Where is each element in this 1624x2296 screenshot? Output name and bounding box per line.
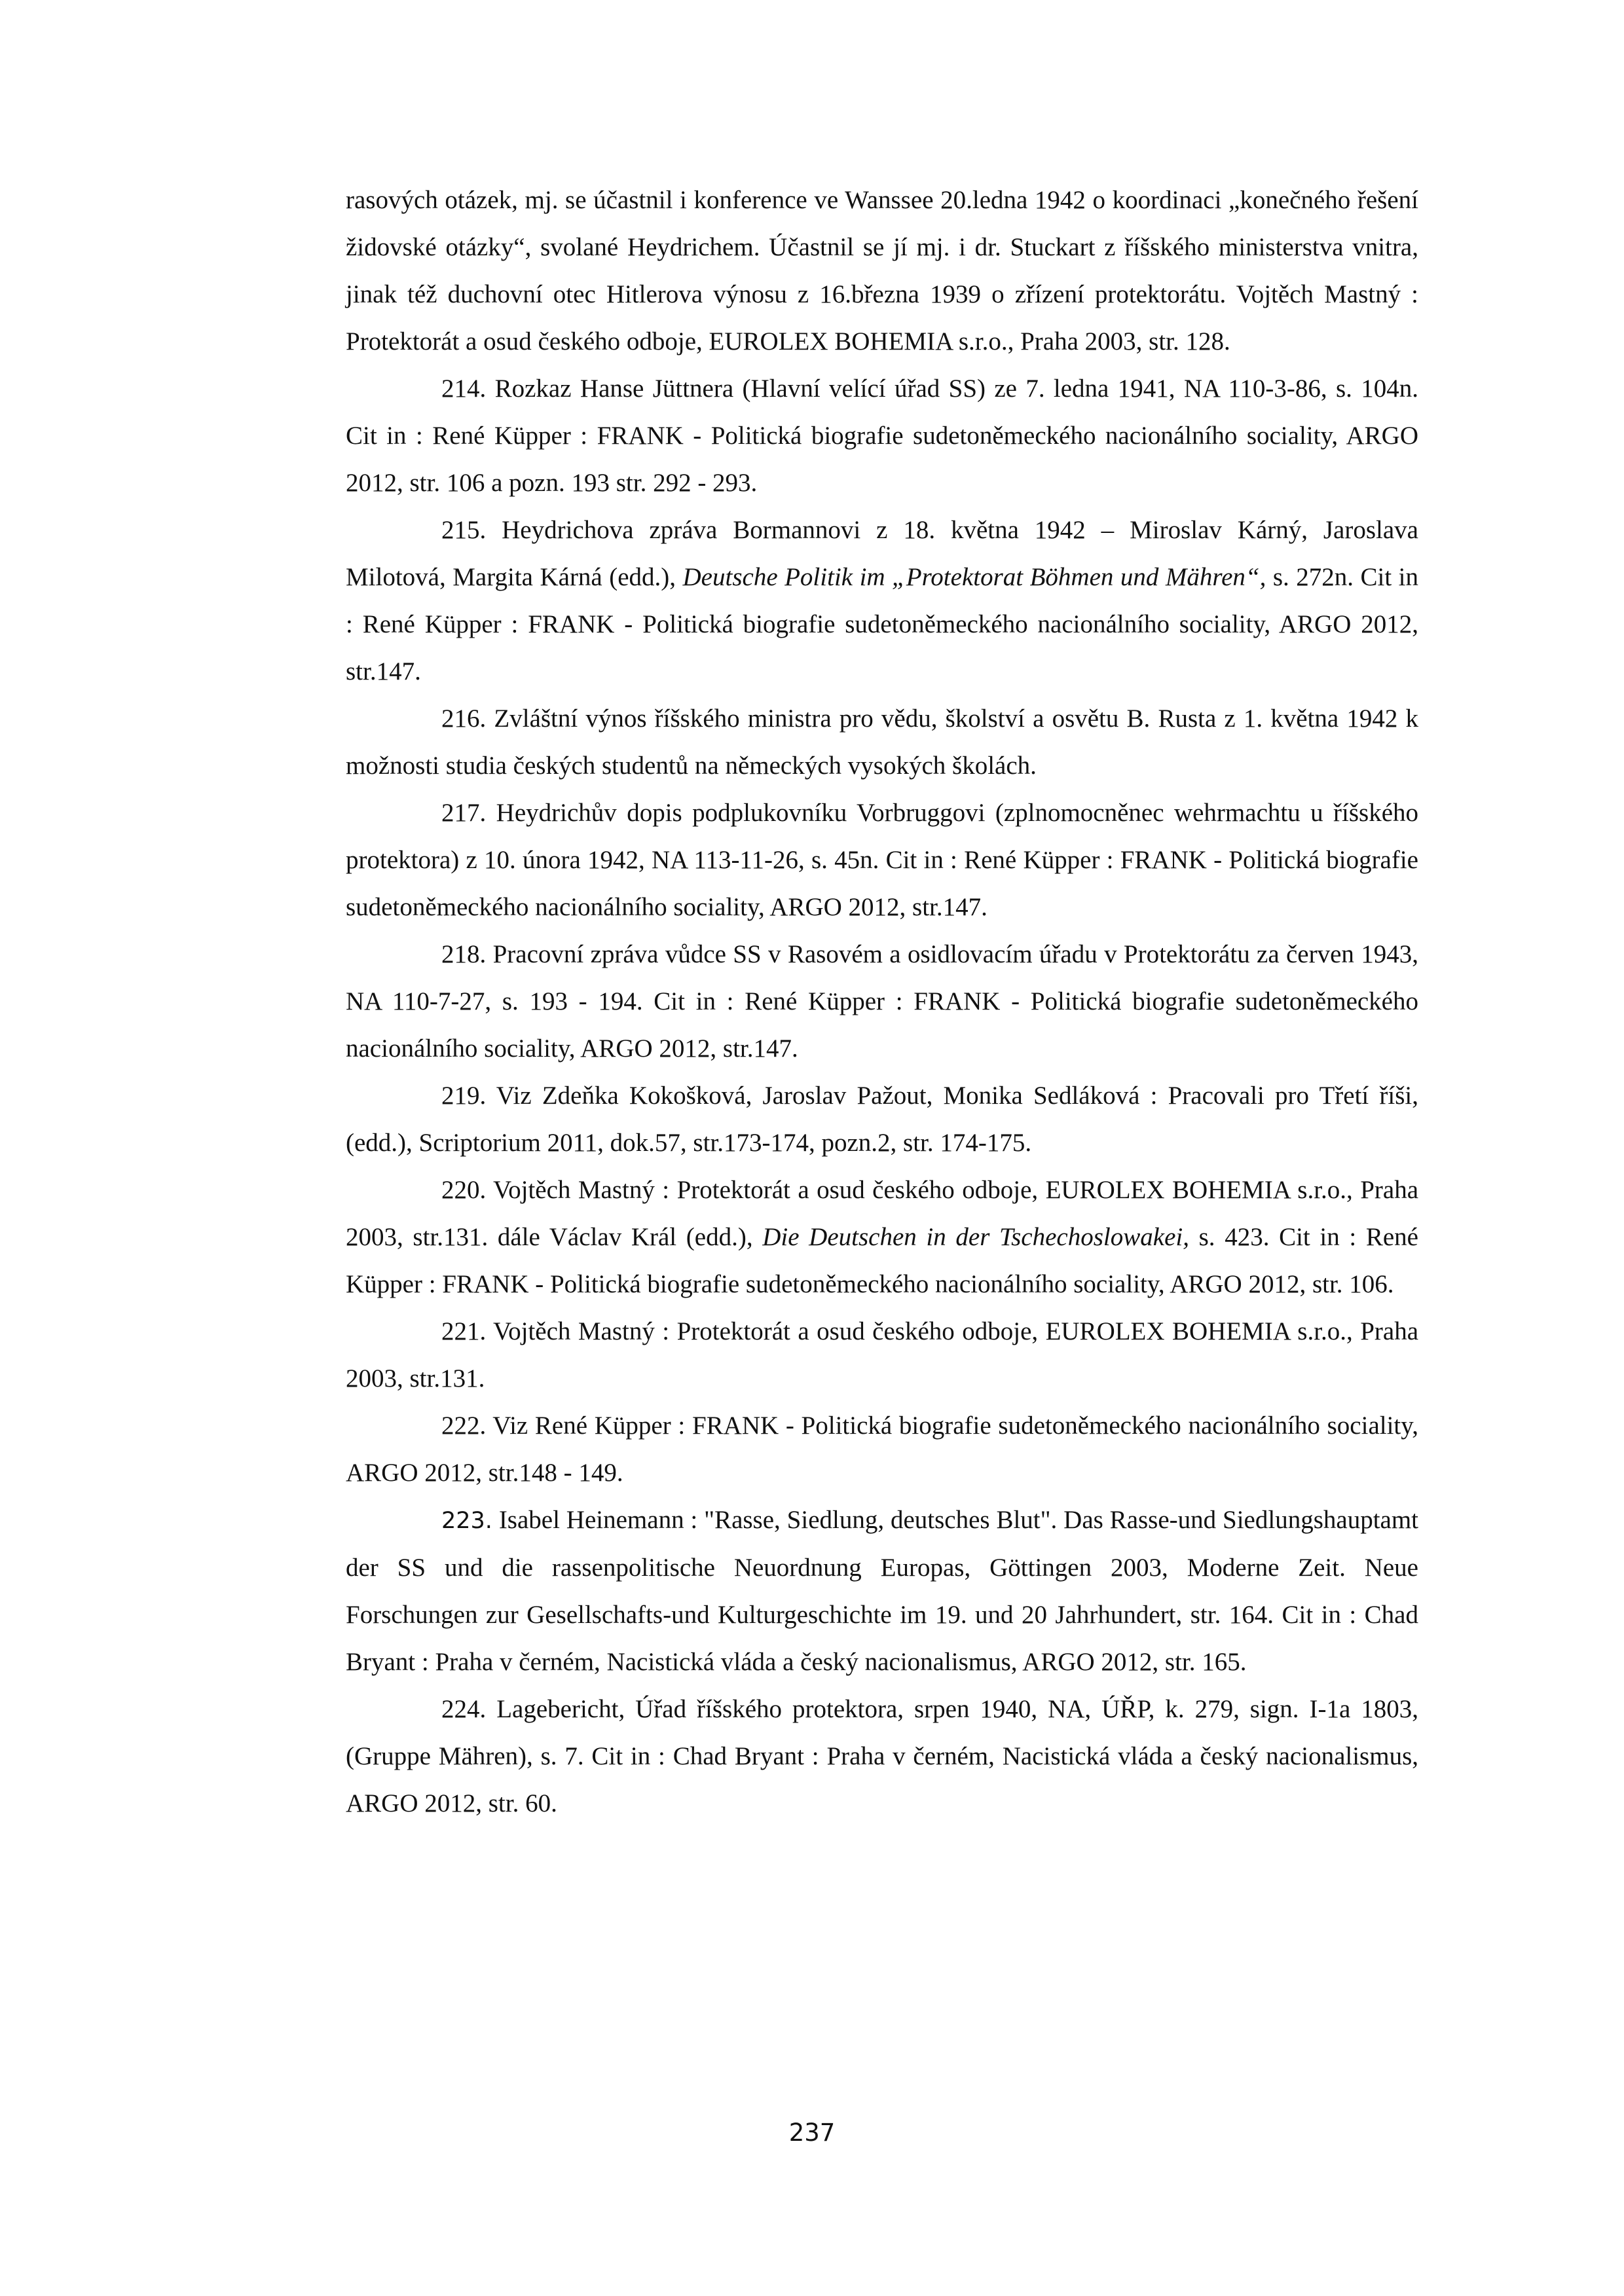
footnote-text: Zvláštní výnos říšského ministra pro vědu, školství a osvětu B. Rusta z 1. května 1942 k možnosti studia českých studentů na německých vysokých školách. xyxy=(346,704,1419,780)
footnote-number: 218. xyxy=(441,940,487,968)
document-page xyxy=(346,177,1418,1827)
footnote-text: Viz René Küpper : FRANK - Politická biografie sudetoněmeckého nacionálního sociality, ARGO 2012, str.148 - 149. xyxy=(346,1412,1418,1487)
footnote-216 xyxy=(346,695,1418,790)
footnote-text: Heydrichův dopis podplukovníku Vorbruggovi (zplnomocněnec wehrmachtu u říšského protektora) z 10. února 1942, NA 113-11-26, s. 45n. Cit in : René Küpper : FRANK - Politická biografie sudetoněmeckého nacionálního sociality, ARGO 2012, str.147. xyxy=(346,799,1419,921)
footnote-222 xyxy=(346,1402,1418,1497)
footnote-number: 215. xyxy=(441,516,487,544)
footnote-text: Heydrichova zpráva Bormannovi z 18. května 1942 – Miroslav Kárný, Jaroslava Milotová, Margita Kárná (edd.), xyxy=(346,516,1418,591)
footnote-number: 219. xyxy=(441,1082,487,1110)
footnote-218 xyxy=(346,931,1418,1072)
footnote-215 xyxy=(346,507,1418,695)
footnote-text: Vojtěch Mastný : Protektorát a osud českého odboje, EUROLEX BOHEMIA s.r.o., Praha 2003, str.131. dále Václav Král (edd.), xyxy=(346,1176,1419,1251)
footnote-text-after: s. 423. Cit in : René Küpper : FRANK - Politická biografie sudetoněmeckého nacionálního sociality, ARGO 2012, str. 106. xyxy=(346,1223,1418,1298)
footnote-text: Vojtěch Mastný : Protektorát a osud českého odboje, EUROLEX BOHEMIA s.r.o., Praha 2003, str.131. xyxy=(346,1317,1419,1393)
footnote-number: 220. xyxy=(441,1176,487,1204)
footnote-text: Pracovní zpráva vůdce SS v Rasovém a osidlovacím úřadu v Protektorátu za červen 1943, NA 110-7-27, s. 193 - 194. Cit in : René Küpper : FRANK - Politická biografie sudetoněmeckého nacionálního sociality, ARGO 2012, str.147. xyxy=(346,940,1418,1063)
footnote-221 xyxy=(346,1308,1418,1402)
footnote-number: 224. xyxy=(441,1695,487,1723)
footnote-220 xyxy=(346,1167,1418,1308)
footnote-text: rasových otázek, mj. se účastnil i konference ve Wanssee 20.ledna 1942 o koordinaci „konečného řešení židovské otázky“, svolané Heydrichem. Účastnil se jí mj. i dr. Stuckart z říšského ministerstva vnitra, jinak též duchovní otec Hitlerova výnosu z 16.března 1939 o zřízení protektorátu. Vojtěch Mastný : Protektorát a osud českého odboje, EUROLEX BOHEMIA s.r.o., Praha 2003, str. 128. xyxy=(346,186,1418,355)
footnote-number: 222. xyxy=(441,1412,487,1440)
footnote-217 xyxy=(346,790,1418,931)
footnote-223 xyxy=(346,1497,1418,1686)
footnote-text: Rozkaz Hanse Jüttnera (Hlavní velící úřad SS) ze 7. ledna 1941, NA 110-3-86, s. 104n. Cit in : René Küpper : FRANK - Politická biografie sudetoněmeckého nacionálního sociality, ARGO 2012, str. 106 a pozn. 193 str. 292 - 293. xyxy=(346,374,1419,497)
footnote-number: 221. xyxy=(441,1317,487,1345)
footnote-224 xyxy=(346,1686,1418,1827)
page-number: 237 xyxy=(788,2119,836,2147)
footnote-text: Lagebericht, Úřad říšského protektora, srpen 1940, NA, ÚŘP, k. 279, sign. I-1a 1803, (Gruppe Mähren), s. 7. Cit in : Chad Bryant : Praha v černém, Nacistická vláda a český nacionalismus, ARGO 2012, str. 60. xyxy=(346,1695,1419,1817)
footnote-number: 216. xyxy=(441,704,487,733)
footnote-continuation xyxy=(346,177,1418,365)
footnote-219 xyxy=(346,1072,1418,1167)
footnote-number: 217. xyxy=(441,799,487,827)
footnote-text: Viz Zdeňka Kokošková, Jaroslav Pažout, Monika Sedláková : Pracovali pro Třetí říši, (edd.), Scriptorium 2011, dok.57, str.173-174, pozn.2, str. 174-175. xyxy=(346,1082,1418,1157)
footnote-text-after: s. 272n. Cit in : René Küpper : FRANK - Politická biografie sudetoněmeckého nacionálního sociality, ARGO 2012, str.147. xyxy=(346,563,1418,685)
footnote-number: 223. xyxy=(441,1508,492,1534)
footnote-number: 214. xyxy=(441,374,487,403)
footnote-italic-title: Die Deutschen in der Tschechoslowakei, xyxy=(762,1223,1189,1251)
footnote-text: Isabel Heinemann : "Rasse, Siedlung, deutsches Blut". Das Rasse-und Siedlungshauptamt der SS und die rassenpolitische Neuordnung Europas, Göttingen 2003, Moderne Zeit. Neue Forschungen zur Gesellschafts-und Kulturgeschichte im 19. und 20 Jahrhundert, str. 164. Cit in : Chad Bryant : Praha v černém, Nacistická vláda a český nacionalismus, ARGO 2012, str. 165. xyxy=(346,1506,1419,1676)
footnote-italic-title: Deutsche Politik im „Protektorat Böhmen und Mähren“, xyxy=(682,563,1266,591)
footnote-214 xyxy=(346,365,1418,507)
